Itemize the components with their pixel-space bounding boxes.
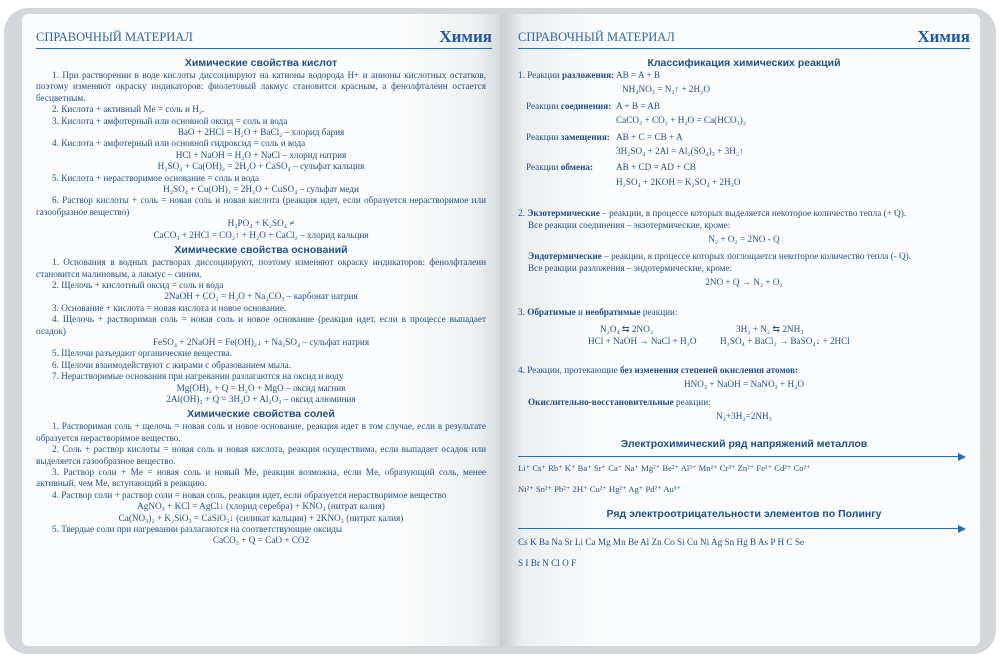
endothermic-note: Все реакции разложения – эндотермические, кроме:	[528, 262, 733, 273]
equation-general: AB + C = CB + A	[616, 131, 683, 142]
equation-example: H₂SO₄ + 2KOH = K₂SO₄ + 2H₂O	[616, 176, 741, 187]
equation: H₂SO₄ + BaCl₂ → BaSO₄↓ + 2HCl	[720, 335, 850, 346]
equation: N₂O₄ ⇆ 2NO₂	[600, 324, 654, 335]
label-bold: соединения:	[560, 100, 612, 111]
bases-item-1: 1. Основания в водных растворах диссоциируют, поэтому изменяют окраску индикаторов: фенолфталеин становится малиновым, а лакмус – синим.	[36, 257, 486, 279]
header-subject: Химия	[917, 27, 970, 46]
equation: 3H₂ + N₂ ⇆ 2NH₃	[736, 324, 804, 335]
salts-item-5: 5. Твердые соли при нагревании разлагаются на соответствующие оксиды	[52, 524, 343, 535]
bases-equation-7a: Mg(OH)₂ + Q = H₂O + MgO – оксид магния	[176, 382, 346, 393]
label-prefix: Реакции	[526, 100, 561, 111]
right-page	[500, 14, 980, 646]
term-bold: Эндотермические	[528, 251, 602, 262]
salts-item-4: 4. Раствор соли + раствор соли = новая соль, реакция идет, если образуется нерастворимое вещество	[52, 489, 447, 500]
right-body	[518, 54, 970, 569]
item-number: 3.	[518, 306, 528, 317]
term-bold: Экзотермические	[527, 208, 600, 219]
bases-item-7: 7. Нерастворимые основания при нагревании разлагаются на оксид и воду	[52, 371, 344, 382]
header-label: СПРАВОЧНЫЙ МАТЕРИАЛ	[518, 30, 675, 44]
electrochemical-row-2: Ni²⁺ Sn²⁺ Pb²⁺ 2H⁺ Cu²⁺ Hg²⁺ Ag⁺ Pd²⁺ Au³⁺	[518, 483, 681, 494]
connector-text: и	[575, 306, 586, 317]
reaction-substitution	[518, 132, 970, 143]
bases-equation-4: FeSO₄ + 2NaOH = Fe(OH)₂↓ + Na₂SO₄ – сульфат натрия	[152, 336, 370, 347]
bases-item-2: 2. Щелочь + кислотный оксид = соль и вода	[52, 279, 224, 290]
exothermic-definition	[518, 208, 970, 219]
section-title-pauling: Ряд электроотрицательности элементов по Полингу	[606, 508, 882, 521]
label-bold: замещения:	[560, 131, 610, 142]
bases-item-6: 6. Щелочи взаимодействуют с жирами с образованием мыла.	[52, 359, 291, 370]
reaction-combination	[518, 101, 970, 112]
label-prefix: Реакции	[526, 162, 561, 173]
term-bold: Окислительно-восстановительные	[528, 396, 674, 407]
bases-equation-7b: 2Al(OH)₃ + Q = 3H₂O + Al₂O₃ – оксид алюминия	[166, 393, 356, 404]
acids-item-5: 5. Кислота + нерастворимое основание = соль и вода	[52, 172, 259, 183]
reversible-heading	[518, 307, 970, 318]
equation-example: 3H₂SO₄ + 2Al = Al₂(SO₄)₃ + 3H₂↑	[616, 146, 744, 157]
redox-equation: N₂+3H₂=2NH₃	[716, 411, 772, 422]
acids-item-6: 6. Раствор кислоты + соль = новая соль и новая кислота (реакция идет, если образуется нерастворимое или газообразное вещество)	[36, 195, 486, 217]
acids-equation-5: H₂SO₄ + Cu(OH)₂ = 2H₂O + CuSO₄ – сульфат меди	[163, 184, 359, 195]
acids-item-2: 2. Кислота + активный Me = соль и H₂.	[52, 104, 205, 115]
term-bold: необратимые	[585, 306, 641, 317]
pauling-row-2: S I Br N Cl O F	[518, 557, 577, 568]
term-bold: без изменения степеней окисления атомов:	[619, 364, 798, 375]
acids-equation-6a: H₃PO₄ + K₂SO₄ ≠	[227, 218, 295, 229]
equation-general: AB = A + B	[616, 70, 661, 80]
definition-text: – реакции, в процессе которых поглощается некоторое количество тепла (- Q).	[601, 251, 912, 262]
non-redox-heading	[518, 365, 970, 376]
redox-heading	[518, 397, 970, 408]
section-title-acids: Химические свойства кислот	[184, 57, 338, 69]
equation-general: A + B = AB	[616, 100, 661, 111]
heading-prefix: 4. Реакции, протекающие	[518, 364, 620, 375]
header-subject: Химия	[439, 27, 492, 46]
acids-equation-4b: H₂SO₄ + Ca(OH)₂ = 2H₂O + CaSO₄ – сульфат кальция	[157, 161, 365, 172]
header-label: СПРАВОЧНЫЙ МАТЕРИАЛ	[36, 30, 193, 44]
salts-item-1: 1. Растворимая соль + щелочь = новая соль и новое основание, реакция идет в том случае, если в результате образуется нерастворимое вещество.	[36, 421, 486, 443]
section-title-electrochemical: Электрохимический ряд напряжений металлов	[620, 437, 868, 450]
exothermic-note: Все реакции соединения – экзотермические, кроме:	[528, 219, 731, 230]
reversible-equations	[518, 324, 970, 335]
acids-item-3: 3. Кислота + амфотерный или основной оксид = соль и вода	[52, 115, 288, 126]
bases-equation-2: 2NaOH + CO₂ = H₂O + Na₂CO₃ – карбонат натрия	[164, 291, 358, 302]
label-prefix: 1. Реакции	[518, 70, 562, 80]
exothermic-exception: N₂ + O₂ = 2NO - Q	[708, 234, 780, 245]
section-title-salts: Химические свойства солей	[187, 408, 335, 421]
section-title-classification: Классификация химических реакций	[647, 57, 841, 69]
reaction-exchange	[518, 162, 970, 173]
equation: HCl + NaOH → NaCl + H₂O	[588, 335, 697, 346]
irreversible-equations	[518, 336, 970, 347]
definition-text: – реакции, в процессе которых выделяется некоторое количество тепла (+ Q).	[599, 208, 907, 219]
non-redox-equation: HNO₃ + NaOH = NaNO₃ + H₂O	[683, 379, 805, 390]
item-number: 2.	[518, 208, 528, 219]
acids-equation-3: BaO + 2HCl = H₂O + BaCl₂ – хлорид бария	[177, 127, 345, 138]
acids-equation-6b: CaCO₃ + 2HCl = CO₂↑ + H₂O + CaCl₂ – хлорид кальция	[153, 229, 369, 240]
right-header	[518, 26, 970, 49]
label-bold: обмена:	[560, 162, 594, 173]
equation-example: NH₄NO₃ = N₂↑ + 2H₂O	[622, 84, 710, 95]
left-header	[36, 26, 492, 49]
acids-equation-4a: HCl + NaOH = H₂O + NaCl – хлорид натрия	[175, 149, 347, 160]
reaction-decomposition	[518, 70, 970, 81]
bases-item-5: 5. Щелочи разъедают органические вещества.	[52, 348, 233, 359]
bases-item-3: 3. Основание + кислота = новая кислота и новое основание.	[52, 302, 287, 313]
bases-item-4: 4. Щелочь + растворимая соль = новая соль и новое основание (реакция идет, если в процессе выпадает осадок)	[36, 314, 486, 336]
pauling-row-1: Cs K Ba Na Sr Li Ca Mg Mn Be Al Zn Co Si Cu Ni Ag Sn Hg B As P H C Se	[518, 537, 805, 548]
section-title-bases: Химические свойства оснований	[174, 244, 348, 257]
equation-general: AB + CD = AD + CB	[616, 162, 696, 173]
label-bold: разложения:	[561, 70, 615, 80]
salts-equation-4a: AgNO₃ + KCl = AgCl↓ (хлорид серебра) + KNO₃ (нитрат калия)	[137, 501, 385, 512]
endothermic-exception: 2NO + Q → N₂ + O₂	[705, 277, 783, 288]
electrochemical-arrow	[518, 453, 970, 461]
salts-equation-4b: Ca(NO₃)₂ + K₂SiO₃ = CaSiO₃↓ (силикат кальция) + 2KNO₃ (нитрат калия)	[118, 512, 404, 523]
heading-tail: реакции:	[640, 306, 678, 317]
label-prefix: Реакции	[526, 131, 561, 142]
salts-item-2: 2. Соль + раствор кислоты = новая соль и новая кислота, реакция осуществима, если выпадает осадок или выделяется газообразное вещество.	[36, 444, 486, 466]
acids-item-1: 1. При растворении в воде кислоты диссоциируют на катионы водорода H+ и анионы кислотных остатков, поэтому изменяют окраску индикаторов: фиолетовый лакмус становится красным, а фенолфталеин остается бесцветным.	[36, 70, 486, 103]
left-body	[36, 54, 486, 547]
salts-item-3: 3. Раствор соли + Me = новая соль и новый Me, реакция возможна, если Me, образующий соль, менее активный, чем Me, вступающий в реакцию.	[36, 467, 486, 489]
electrochemical-row-1: Li⁺ Cs⁺ Rb⁺ K⁺ Ba⁺ Sr⁺ Ca⁺ Na⁺ Mg²⁺ Be²⁺ Al³⁺ Mn²⁺ Cr³⁺ Zn²⁺ Fe²⁺ Cd²⁺ Co²⁺	[518, 462, 811, 473]
equation-example: CaCO₃ + CO₂ + H₂O = Ca(HCO₃)₂	[616, 115, 747, 126]
pauling-arrow	[518, 525, 970, 533]
salts-equation-5: CaCO₃ + Q = CaO + CO2	[212, 535, 310, 546]
acids-item-4: 4. Кислота + амфотерный или основной гидроксид = соль и вода	[52, 138, 306, 149]
endothermic-definition	[518, 251, 970, 262]
left-page	[22, 14, 500, 646]
heading-tail: реакции:	[673, 396, 711, 407]
term-bold: Обратимые	[527, 306, 576, 317]
